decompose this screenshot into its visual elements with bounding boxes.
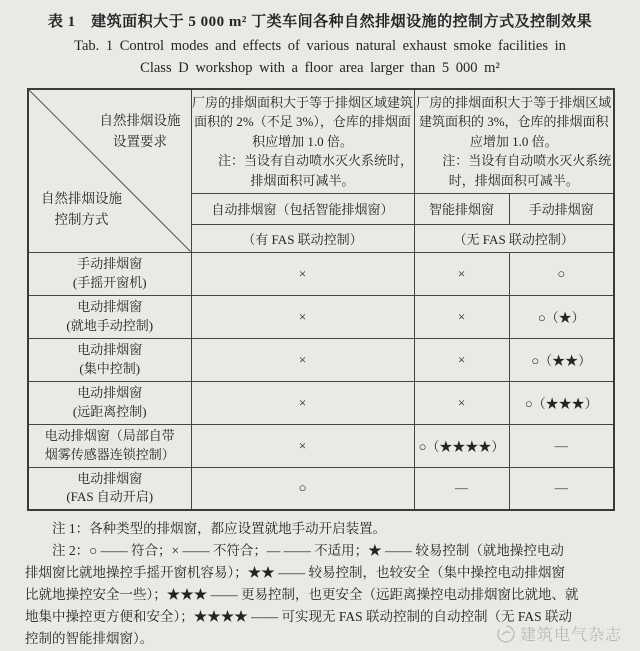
result-cell: ×	[191, 424, 414, 467]
corner-label-requirements: 自然排烟设施 设置要求	[99, 113, 181, 149]
table-title-zh: 表 1 建筑面积大于 5 000 m² 丁类车间各种自然排烟设施的控制方式及控制效果	[47, 14, 593, 30]
result-cell: ○	[509, 252, 614, 295]
footnote-1: 注 1：各种类型的排烟窗，都应设置就地手动开启装置。	[52, 521, 387, 536]
table-row	[28, 467, 614, 510]
row-label-cell: 电动排烟窗 (就地手动控制)	[28, 295, 191, 338]
result-cell: ○（★★★★）	[414, 424, 509, 467]
footnote-2-line3: 比就地操控安全一些）；★★★ —— 更易控制，也更安全（远距离操控电动排烟窗比就地、就	[25, 587, 579, 602]
result-cell: ×	[191, 381, 414, 424]
requirement-cell-nofas	[414, 89, 614, 193]
header-auto-window: 自动排烟窗（包括智能排烟窗）	[191, 193, 414, 224]
control-modes-table	[27, 88, 615, 511]
result-cell: ×	[191, 338, 414, 381]
header-manual-window: 手动排烟窗	[509, 193, 614, 224]
result-cell: ×	[414, 252, 509, 295]
footnote-2-line4: 地集中操控更方便和安全）；★★★★ —— 可实现无 FAS 联动控制的自动控制（无 FAS 联动	[25, 609, 573, 624]
corner-label-control-mode: 自然排烟设施 控制方式	[41, 190, 122, 227]
header-smart-window: 智能排烟窗	[414, 193, 509, 224]
result-cell: ×	[414, 295, 509, 338]
table-row	[28, 252, 614, 295]
result-cell: ○（★★）	[509, 338, 614, 381]
journal-watermark	[496, 622, 622, 645]
journal-logo-icon	[496, 624, 516, 644]
table-row	[28, 295, 614, 338]
result-cell: ○	[191, 467, 414, 510]
row-label-cell: 手动排烟窗 (手摇开窗机)	[28, 252, 191, 295]
requirement-nofas-note: 注：当设有自动喷水灭火系统时，排烟面积可减半。	[442, 153, 612, 188]
result-cell: —	[509, 424, 614, 467]
table-row	[28, 381, 614, 424]
table-title-en-line2: Class D workshop with a floor area larger than 5 000 m²	[140, 60, 500, 76]
journal-watermark-text: 建筑电气杂志	[519, 627, 622, 644]
result-cell: ○（★★★）	[509, 381, 614, 424]
result-cell: ×	[414, 338, 509, 381]
table-title-en-line1: Tab. 1 Control modes and effects of various natural exhaust smoke facilities in	[74, 38, 566, 54]
footnote-2-line5: 控制的智能排烟窗）。	[25, 631, 154, 646]
row-label-cell: 电动排烟窗 (FAS 自动开启)	[28, 467, 191, 510]
row-label-cell: 电动排烟窗（局部自带 烟雾传感器连锁控制）	[28, 424, 191, 467]
header-without-fas: （无 FAS 联动控制）	[414, 224, 614, 252]
requirement-fas-note: 注：当设有自动喷水灭火系统时，排烟面积可减半。	[217, 153, 413, 188]
table-row	[28, 424, 614, 467]
result-cell: ×	[191, 252, 414, 295]
requirement-fas-main: 厂房的排烟面积大于等于排烟区域建筑面积的 2%（不足 3%），仓库的排烟面积应增加 1.0 倍。	[191, 94, 413, 149]
table-title-en	[0, 35, 640, 79]
result-cell: ○（★）	[509, 295, 614, 338]
requirement-cell-fas	[191, 89, 414, 193]
requirement-nofas-main: 厂房的排烟面积大于等于排烟区域建筑面积的 3%，仓库的排烟面积应增加 1.0 倍。	[416, 94, 612, 149]
row-label-cell: 电动排烟窗 (集中控制)	[28, 338, 191, 381]
corner-cell	[28, 89, 191, 252]
footnote-2-line1: 注 2：○ —— 符合；× —— 不符合；— —— 不适用；★ —— 较易控制（就地操控电动	[52, 543, 564, 558]
result-cell: —	[414, 467, 509, 510]
row-label-cell: 电动排烟窗 (远距离控制)	[28, 381, 191, 424]
result-cell: —	[509, 467, 614, 510]
result-cell: ×	[191, 295, 414, 338]
footnote-2-line2: 排烟窗比就地操控手摇开窗机容易）；★★ —— 较易控制，也较安全（集中操控电动排烟窗	[25, 565, 565, 580]
result-cell: ×	[414, 381, 509, 424]
header-with-fas: （有 FAS 联动控制）	[191, 224, 414, 252]
table-row	[28, 338, 614, 381]
